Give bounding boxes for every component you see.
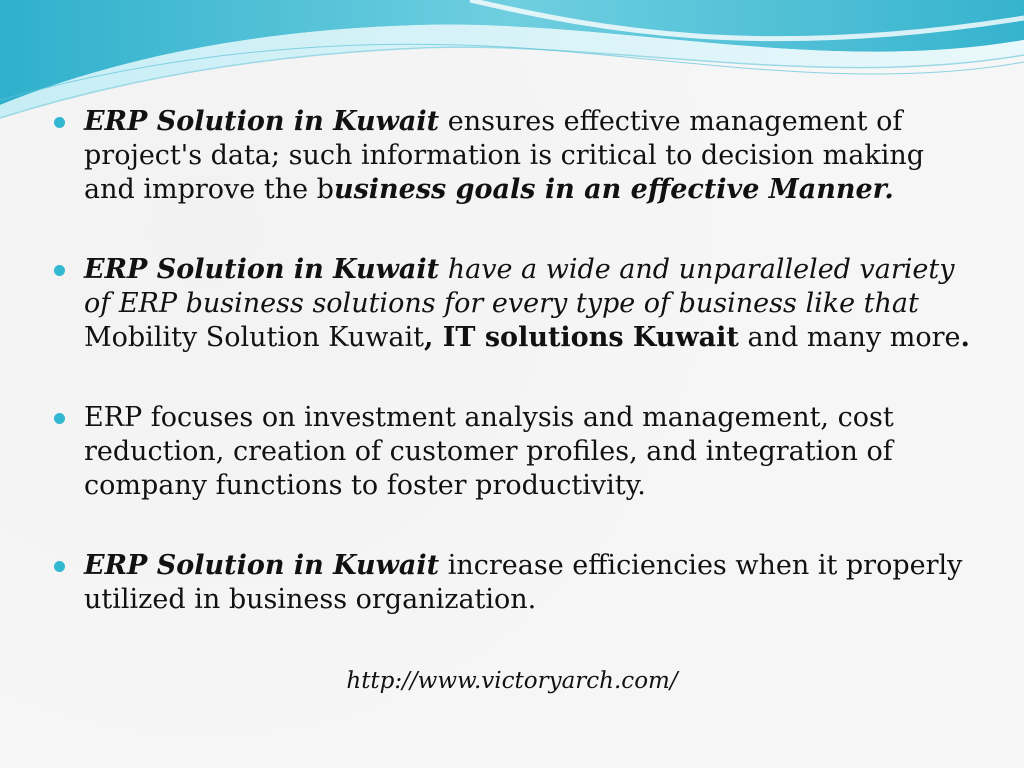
bullet-4-text: increase efficiencies when it properly utilized in business organization.: [84, 550, 963, 615]
bullet-icon: [54, 265, 65, 276]
bullet-1-text: ensures effective management of project's data; such information is critical to decision making and improve the b: [84, 106, 925, 205]
bullet-icon: [54, 561, 65, 572]
bullet-2-strong: ERP Solution in Kuwait: [84, 254, 440, 285]
bullet-item-4: [52, 549, 982, 617]
bullet-icon: [54, 117, 65, 128]
bullet-2-italic: have a wide and unparalleled variety of ERP business solutions for every type of business like that: [84, 254, 955, 319]
bullet-1-emph: usiness goals in an effective Manner.: [333, 174, 894, 205]
bullet-2-text: Mobility Solution Kuwait: [84, 322, 424, 353]
bullet-icon: [54, 413, 65, 424]
bullet-item-1: [52, 105, 982, 207]
bullet-1-strong: ERP Solution in Kuwait: [84, 106, 440, 137]
website-url[interactable]: http://www.victoryarch.com/: [346, 668, 678, 694]
bullet-2-bold: , IT solutions Kuwait: [423, 322, 739, 353]
bullet-2-period: .: [960, 322, 970, 353]
bullet-4-strong: ERP Solution in Kuwait: [84, 550, 440, 581]
bullet-item-3: [52, 401, 982, 503]
bullet-list: [52, 105, 982, 663]
bullet-item-2: [52, 253, 982, 355]
bullet-3-text: ERP focuses on investment analysis and management, cost reduction, creation of customer profiles, and integration of company functions to foster productivity.: [84, 402, 894, 501]
bullet-2-text-end: and many more: [738, 322, 961, 353]
